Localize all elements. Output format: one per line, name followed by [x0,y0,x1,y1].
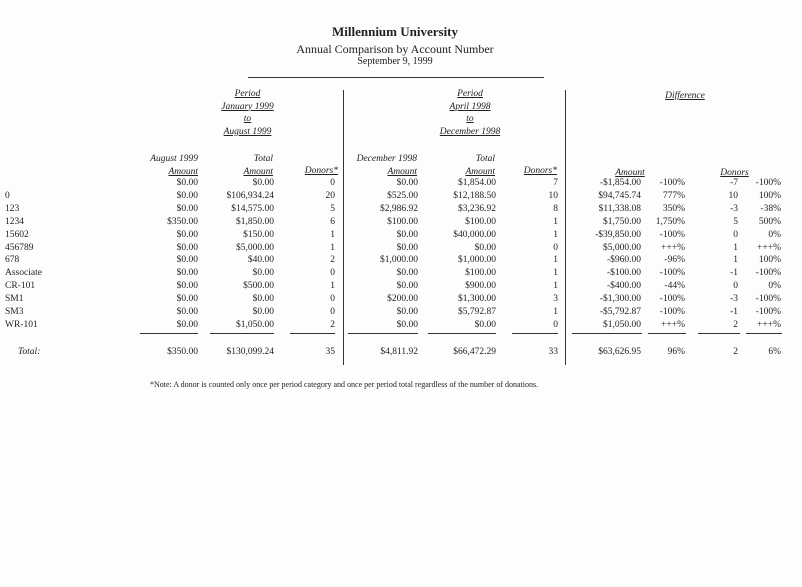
footnote: *Note: A donor is counted only once per period category and once per period total regardless of the number of donations. [150,380,539,389]
cell-donors1: 0 [330,268,335,279]
total-diff-donors-pct: 6% [768,347,781,357]
cell-diff-donors-pct: -38% [760,203,781,214]
cell-dec: $0.00 [396,229,418,240]
cell-donors1: 0 [330,178,335,188]
cell-total1: $40.00 [247,255,274,266]
table-row [0,216,802,229]
total-rule [572,333,642,334]
cell-total2: $0.00 [474,319,496,330]
cell-account: 1234 [5,216,24,227]
cell-dec: $0.00 [396,307,418,317]
cell-total2: $900.00 [465,281,496,292]
cell-diff-amt: $11,338.08 [598,203,641,214]
total-rule [210,333,274,334]
table-row [0,319,802,332]
cell-donors1: 1 [330,281,335,292]
cell-aug: $0.00 [176,178,198,188]
header-line: Amount [387,166,417,177]
cell-account: 456789 [5,242,34,253]
cell-donors2: 7 [553,178,558,188]
total-rule [140,333,198,334]
cell-donors1: 0 [330,294,335,305]
cell-diff-pct: +++% [661,319,685,330]
cell-aug: $0.00 [176,255,198,266]
total-rule [290,333,335,334]
period1-line: Period [234,89,261,99]
cell-total1: $0.00 [252,307,274,317]
cell-diff-donors-pct: +++% [757,319,781,330]
cell-diff-pct: -44% [664,281,685,292]
report-subtitle: Annual Comparison by Account Number [296,42,494,56]
cell-dec: $0.00 [396,319,418,330]
cell-diff-amt: -$1,854.00 [599,178,641,188]
total-rule [428,333,496,334]
total-total2: $66,472.29 [453,347,496,357]
cell-donors2: 1 [553,281,558,292]
total-rule [698,333,740,334]
header-line: Total [475,154,495,164]
cell-diff-donors: -1 [730,268,738,279]
cell-diff-donors: 1 [733,242,738,253]
cell-dec: $100.00 [387,216,418,227]
cell-total1: $0.00 [252,268,274,279]
cell-dec: $0.00 [396,268,418,279]
header-line: Amount [465,166,495,177]
cell-donors2: 1 [553,307,558,317]
cell-aug: $0.00 [176,319,198,330]
cell-diff-pct: 777% [662,190,685,201]
cell-total1: $150.00 [243,229,274,240]
header-line: Total [253,154,273,164]
cell-donors1: 1 [330,242,335,253]
difference-header: Difference [665,91,705,101]
cell-diff-pct: -96% [664,255,685,266]
total-donors1: 35 [325,347,335,357]
cell-total1: $1,050.00 [236,319,274,330]
total-donors2: 33 [548,347,558,357]
cell-diff-pct: 1,750% [655,216,685,227]
cell-aug: $0.00 [176,268,198,279]
table-row [0,293,802,306]
cell-aug: $0.00 [176,203,198,214]
cell-total2: $3,236.92 [458,203,496,214]
header-line: December 1998 [356,154,417,164]
dec-amount-header [345,153,417,178]
cell-diff-donors: 2 [733,319,738,330]
cell-diff-donors-pct: 0% [768,281,781,292]
donors1-header: Donors* [304,166,338,176]
cell-diff-pct: -100% [659,229,685,240]
cell-donors1: 20 [325,190,335,201]
cell-diff-pct: -100% [659,294,685,305]
cell-account: CR-101 [5,281,36,292]
cell-account: Associate [5,268,42,279]
cell-diff-amt: -$39,850.00 [595,229,641,240]
cell-dec: $1,000.00 [380,255,418,266]
cell-dec: $2,986.92 [380,203,418,214]
total-amount2-header [440,153,495,178]
cell-donors2: 1 [553,229,558,240]
total-total1: $130,099.24 [226,347,274,357]
cell-aug: $0.00 [176,281,198,292]
total-diff-amount: $63,626.95 [598,347,641,357]
cell-diff-pct: 350% [662,203,685,214]
total-amount1-header [218,153,273,178]
period2-line: April 1998 [449,101,491,112]
total-rule [512,333,558,334]
total-rule [648,333,686,334]
cell-aug: $350.00 [167,216,198,227]
cell-total2: $1,000.00 [458,255,496,266]
cell-dec: $0.00 [396,281,418,292]
cell-dec: $525.00 [387,190,418,201]
cell-total2: $0.00 [474,242,496,253]
cell-diff-donors-pct: 100% [758,190,781,201]
total-rule [348,333,418,334]
cell-diff-donors-pct: 0% [768,229,781,240]
cell-total1: $0.00 [252,178,274,188]
cell-diff-donors: 1 [733,255,738,266]
table-row [0,306,802,319]
cell-total2: $1,300.00 [458,294,496,305]
cell-diff-donors-pct: 500% [758,216,781,227]
table-row [0,242,802,255]
cell-donors1: 2 [330,255,335,266]
donors2-header: Donors* [523,166,557,176]
cell-donors2: 0 [553,319,558,330]
cell-donors1: 2 [330,319,335,330]
cell-total2: $5,792.87 [458,307,496,317]
cell-diff-amt: $5,000.00 [603,242,641,253]
cell-donors1: 6 [330,216,335,227]
cell-diff-amt: -$1,300.00 [599,294,641,305]
cell-total2: $12,188.50 [453,190,496,201]
cell-diff-amt: -$960.00 [606,255,641,266]
cell-diff-amt: -$100.00 [606,268,641,279]
table-row [0,190,802,203]
cell-diff-donors: -3 [730,294,738,305]
cell-total2: $40,000.00 [453,229,496,240]
cell-donors1: 5 [330,203,335,214]
header-line: Amount [168,166,198,177]
period1-line: January 1999 [221,101,274,112]
cell-total1: $500.00 [243,281,274,292]
cell-diff-donors-pct: -100% [755,307,781,317]
cell-total2: $100.00 [465,268,496,279]
table-row [0,177,802,190]
report-date: September 9, 1999 [357,56,433,67]
cell-donors2: 1 [553,216,558,227]
period2-line: to [466,114,474,124]
cell-diff-pct: -100% [659,307,685,317]
cell-diff-amt: -$400.00 [606,281,641,292]
cell-total1: $5,000.00 [236,242,274,253]
cell-account: SM3 [5,307,24,317]
cell-donors2: 8 [553,203,558,214]
cell-dec: $0.00 [396,242,418,253]
diff-amount-header: Amount [615,168,645,178]
cell-total1: $1,850.00 [236,216,274,227]
cell-diff-donors: 10 [728,190,738,201]
cell-aug: $0.00 [176,294,198,305]
cell-diff-donors-pct: -100% [755,268,781,279]
cell-dec: $200.00 [387,294,418,305]
cell-aug: $0.00 [176,190,198,201]
total-diff-donors: 2 [733,347,738,357]
cell-donors2: 1 [553,255,558,266]
total-rule [746,333,782,334]
cell-diff-donors: 5 [733,216,738,227]
table-row [0,203,802,216]
cell-donors2: 0 [553,242,558,253]
cell-account: WR-101 [5,319,38,330]
period1-line: August 1999 [223,126,272,137]
cell-total2: $100.00 [465,216,496,227]
cell-total1: $0.00 [252,294,274,305]
cell-diff-amt: $1,750.00 [603,216,641,227]
cell-donors2: 3 [553,294,558,305]
table-row [0,280,802,293]
table-row [0,229,802,242]
header-line: August 1999 [150,154,198,164]
title-rule [248,77,544,78]
total-diff-pct: 96% [667,347,685,357]
cell-dec: $0.00 [396,178,418,188]
table-row [0,254,802,267]
header-line: Amount [243,166,273,177]
cell-donors2: 1 [553,268,558,279]
cell-diff-pct: +++% [661,242,685,253]
diff-donors-header: Donors [720,168,749,178]
cell-diff-donors: -3 [730,203,738,214]
cell-diff-pct: -100% [659,178,685,188]
cell-diff-amt: $94,745.74 [598,190,641,201]
report-title: Millennium University [331,24,459,39]
cell-diff-donors: 0 [733,229,738,240]
total-aug: $350.00 [167,347,198,357]
cell-diff-donors-pct: -100% [755,178,781,188]
cell-donors1: 0 [330,307,335,317]
cell-total1: $14,575.00 [231,203,274,214]
total-label: Total: [18,347,41,357]
cell-diff-pct: -100% [659,268,685,279]
period1-header [210,88,285,138]
cell-total1: $106,934.24 [226,190,274,201]
aug-amount-header [138,153,198,178]
cell-account: 678 [5,255,20,266]
total-dec: $4,811.92 [380,347,418,357]
cell-aug: $0.00 [176,307,198,317]
cell-account: SM1 [5,294,24,305]
cell-account: 0 [5,190,10,201]
table-row [0,267,802,280]
cell-diff-donors: -7 [730,178,738,188]
cell-account: 123 [5,203,20,214]
cell-diff-amt: $1,050.00 [603,319,641,330]
period1-line: to [243,114,252,124]
cell-diff-donors-pct: -100% [755,294,781,305]
cell-donors2: 10 [548,190,558,201]
cell-account: 15602 [5,229,29,240]
cell-aug: $0.00 [176,242,198,253]
cell-diff-donors: 0 [733,281,738,292]
period2-line: December 1998 [439,126,501,137]
cell-diff-amt: -$5,792.87 [599,307,641,317]
cell-donors1: 1 [330,229,335,240]
cell-diff-donors: -1 [730,307,738,317]
period2-line: Period [457,89,483,99]
period2-header [430,88,510,138]
cell-diff-donors-pct: +++% [757,242,781,253]
cell-total2: $1,854.00 [458,178,496,188]
cell-diff-donors-pct: 100% [758,255,781,266]
cell-aug: $0.00 [176,229,198,240]
